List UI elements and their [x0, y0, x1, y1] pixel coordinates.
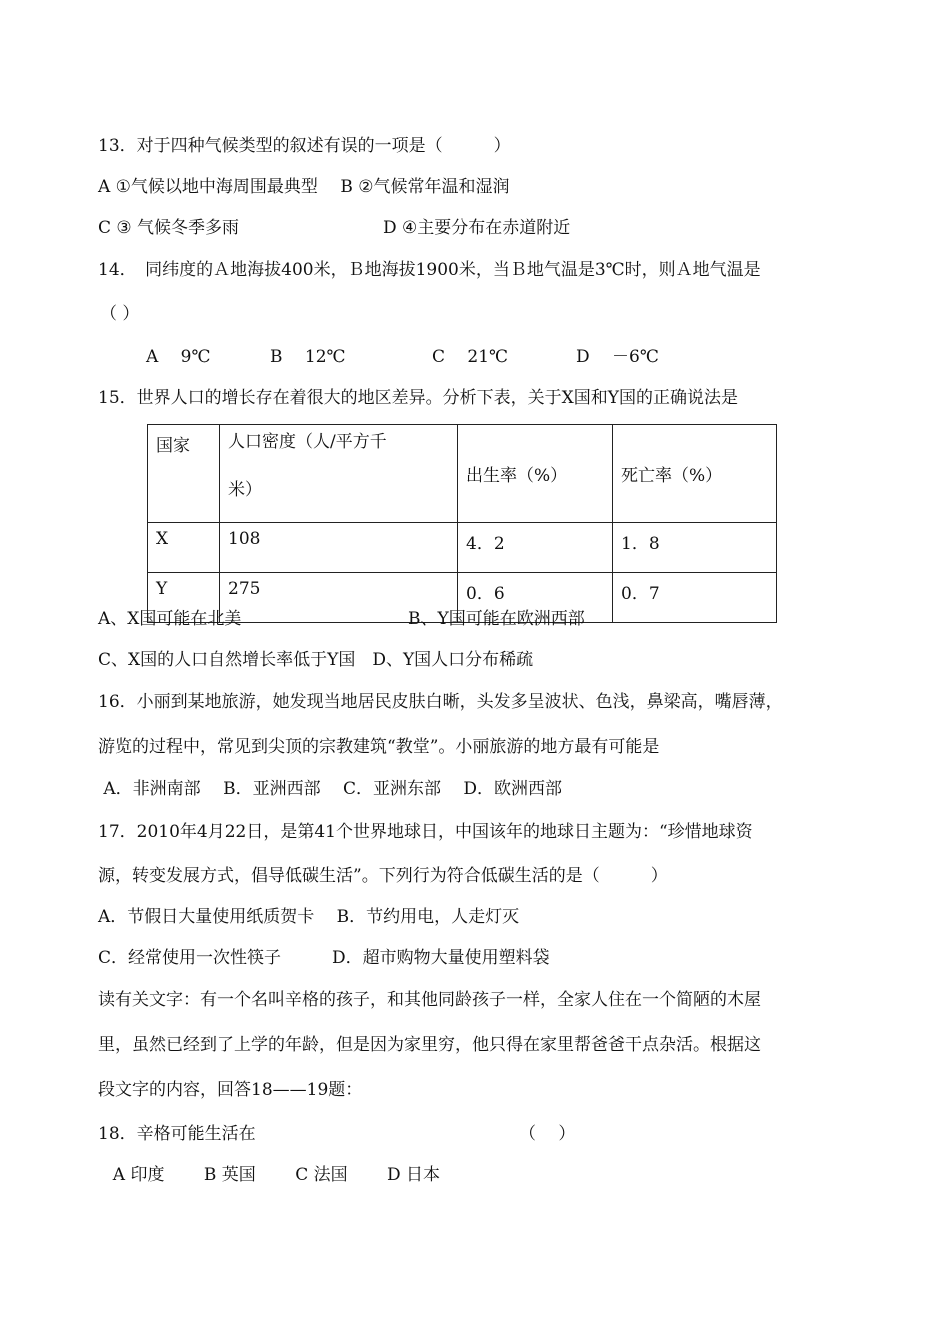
table-header-row — [148, 425, 777, 523]
table-cell: 0．7 — [613, 573, 777, 623]
q16-line1: 16．小丽到某地旅游，她发现当地居民皮肤白晰，头发多呈波状、色浅，鼻梁高，嘴唇薄， — [98, 692, 783, 712]
header-density — [220, 425, 458, 523]
q13-options-ab: A ①气候以地中海周围最典型 B ②气候常年温和湿润 — [98, 177, 510, 197]
header-birth-rate: 出生率（%） — [458, 425, 613, 523]
q18-stem: 18．辛格可能生活在 — [98, 1124, 256, 1144]
q17-options-cd: C．经常使用一次性筷子 D．超市购物大量使用塑料袋 — [98, 948, 550, 968]
header-country: 国家 — [148, 425, 220, 523]
q14-option-d: D －6℃ — [576, 347, 659, 367]
passage-line2: 里，虽然已经到了上学的年龄，但是因为家里穷，他只得在家里帮爸爸干点杂活。根据这 — [98, 1035, 761, 1055]
q16-line2: 游览的过程中，常见到尖顶的宗教建筑“教堂”。小丽旅游的地方最有可能是 — [98, 737, 660, 757]
q18-answer-paren: （ ） — [519, 1124, 576, 1144]
q14-option-b: B 12℃ — [270, 347, 346, 367]
q15-option-b: B、Y国可能在欧洲西部 — [408, 609, 585, 629]
q15-option-a: A、X国可能在北美 — [98, 609, 242, 629]
table-cell: X — [148, 523, 220, 573]
table-cell: 4．2 — [458, 523, 613, 573]
table-cell: Y — [148, 573, 220, 623]
table-cell: 0．6 — [458, 573, 613, 623]
q14-stem: 14． 同纬度的Ａ地海拔400米，Ｂ地海拔1900米，当Ｂ地气温是3℃时，则Ａ地气温是 — [98, 260, 761, 280]
q17-line2: 源，转变发展方式，倡导低碳生活”。下列行为符合低碳生活的是（ ） — [98, 866, 668, 886]
header-death-rate: 死亡率（%） — [613, 425, 777, 523]
q13-option-d: D ④主要分布在赤道附近 — [383, 218, 571, 238]
header-density-line1: 人口密度（人/平方千 — [228, 432, 387, 452]
table-cell: 108 — [220, 523, 458, 573]
q14-option-c: C 21℃ — [432, 347, 509, 367]
q13-option-c: C ③ 气候冬季多雨 — [98, 218, 240, 238]
q18-options: A 印度 B 英国 C 法国 D 日本 — [102, 1165, 441, 1185]
q13-stem: 13．对于四种气候类型的叙述有误的一项是（ ） — [98, 136, 511, 156]
population-table — [147, 424, 777, 623]
table-cell: 275 — [220, 573, 458, 623]
q14-option-a: A 9℃ — [146, 347, 211, 367]
q14-answer-paren: （ ） — [100, 304, 140, 324]
q16-options: A．非洲南部 B．亚洲西部 C．亚洲东部 D．欧洲西部 — [98, 779, 563, 799]
table-cell: 1．8 — [613, 523, 777, 573]
table-row — [148, 523, 777, 573]
q15-stem: 15．世界人口的增长存在着很大的地区差异。分析下表，关于X国和Y国的正确说法是 — [98, 388, 738, 408]
passage-line3: 段文字的内容，回答18——19题： — [98, 1080, 363, 1100]
q15-options-cd: C、X国的人口自然增长率低于Y国 D、Y国人口分布稀疏 — [98, 650, 534, 670]
passage-line1: 读有关文字：有一个名叫辛格的孩子，和其他同龄孩子一样，全家人住在一个简陋的木屋 — [98, 990, 761, 1010]
q17-options-ab: A．节假日大量使用纸质贺卡 B．节约用电，人走灯灭 — [98, 907, 520, 927]
q17-line1: 17．2010年4月22日，是第41个世界地球日，中国该年的地球日主题为：“珍惜地球资 — [98, 822, 753, 842]
header-density-line2: 米） — [228, 480, 262, 500]
